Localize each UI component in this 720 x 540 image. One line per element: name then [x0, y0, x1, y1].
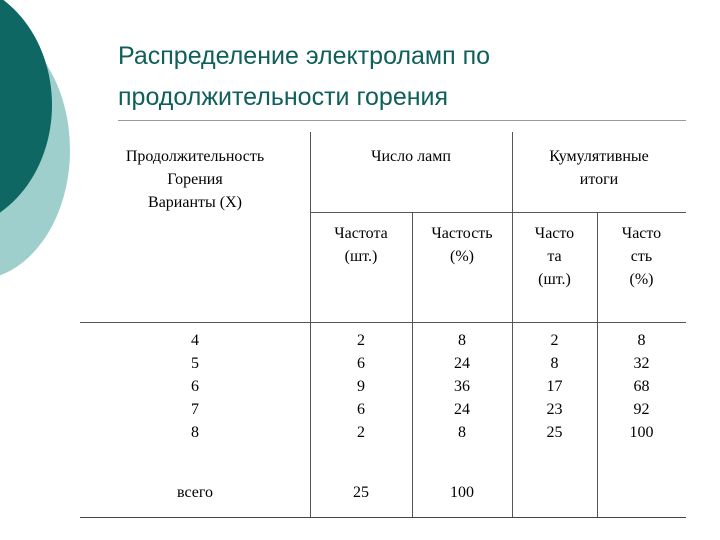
- total-share: 100: [450, 484, 474, 501]
- total-frequency: 25: [353, 484, 369, 501]
- column-cum-share: [597, 329, 686, 444]
- header-duration-line-1: Продолжительность: [125, 148, 265, 165]
- header-cumulative-line-2: итоги: [579, 171, 619, 188]
- column-cum-frequency: [512, 329, 597, 444]
- cum-frequency-value: 23: [546, 401, 563, 418]
- header-duration: [80, 145, 310, 214]
- subheader-cum-frequency-line-1: Часто: [534, 225, 575, 242]
- share-value: 8: [458, 332, 466, 349]
- header-lamp-count: Число ламп: [371, 148, 451, 165]
- share-value: 24: [454, 401, 470, 418]
- header-duration-line-2: Горения: [167, 171, 223, 188]
- column-frequency: [310, 329, 412, 444]
- subheader-cum-share-line-1: Часто: [621, 225, 662, 242]
- variant-value: 5: [191, 355, 199, 372]
- cum-frequency-value: 2: [550, 332, 559, 349]
- cum-frequency-value: 17: [546, 378, 563, 395]
- subheader-frequency-line-2: (шт.): [344, 248, 378, 265]
- subheader-cum-share: [597, 222, 686, 291]
- title-underline: [118, 120, 686, 121]
- subheader-share-line-2: (%): [450, 248, 474, 265]
- variant-value: 7: [191, 401, 199, 418]
- variant-value: 8: [191, 424, 199, 441]
- variant-value: 4: [191, 332, 199, 349]
- cum-frequency-value: 25: [546, 424, 563, 441]
- subheader-share: [412, 222, 512, 268]
- share-value: 8: [458, 424, 466, 441]
- cum-frequency-value: 8: [550, 355, 559, 372]
- cum-share-value: 92: [633, 401, 650, 418]
- header-cumulative: [512, 145, 686, 191]
- column-share: [412, 329, 512, 444]
- frequency-value: 6: [357, 401, 365, 418]
- subheader-frequency: [310, 222, 412, 268]
- column-variants: [80, 329, 310, 444]
- cum-share-value: 32: [633, 355, 650, 372]
- subheader-cum-share-line-2: сть: [630, 248, 653, 265]
- subheader-cum-share-line-3: (%): [629, 271, 654, 288]
- share-value: 36: [454, 378, 470, 395]
- slide-title-line-2: продолжительности горения: [118, 83, 449, 111]
- subheader-cum-frequency-line-3: (шт.): [538, 271, 571, 288]
- frequency-value: 9: [357, 378, 365, 395]
- slide-title-line-1: Распределение электроламп по: [118, 42, 491, 70]
- subheader-cum-frequency: [512, 222, 597, 291]
- table-bottom-border: [80, 517, 686, 518]
- header-cumulative-line-1: Кумулятивные: [549, 148, 649, 165]
- variant-value: 6: [191, 378, 199, 395]
- header-duration-line-3: Варианты (Х): [148, 194, 242, 211]
- subheader-frequency-line-1: Частота: [334, 225, 388, 242]
- cum-share-value: 68: [633, 378, 650, 395]
- table-hline-body: [80, 322, 686, 323]
- subheader-share-line-1: Частость: [431, 225, 493, 242]
- table-hline-subheader: [310, 212, 686, 213]
- total-label: всего: [176, 484, 214, 501]
- slide-title: [118, 36, 698, 118]
- cum-share-value: 8: [637, 332, 646, 349]
- frequency-value: 2: [357, 424, 365, 441]
- share-value: 24: [454, 355, 470, 372]
- subheader-cum-frequency-line-2: та: [547, 248, 562, 265]
- frequency-value: 6: [357, 355, 365, 372]
- frequency-value: 2: [357, 332, 365, 349]
- cum-share-value: 100: [629, 424, 654, 441]
- table-vline-1: [310, 132, 311, 518]
